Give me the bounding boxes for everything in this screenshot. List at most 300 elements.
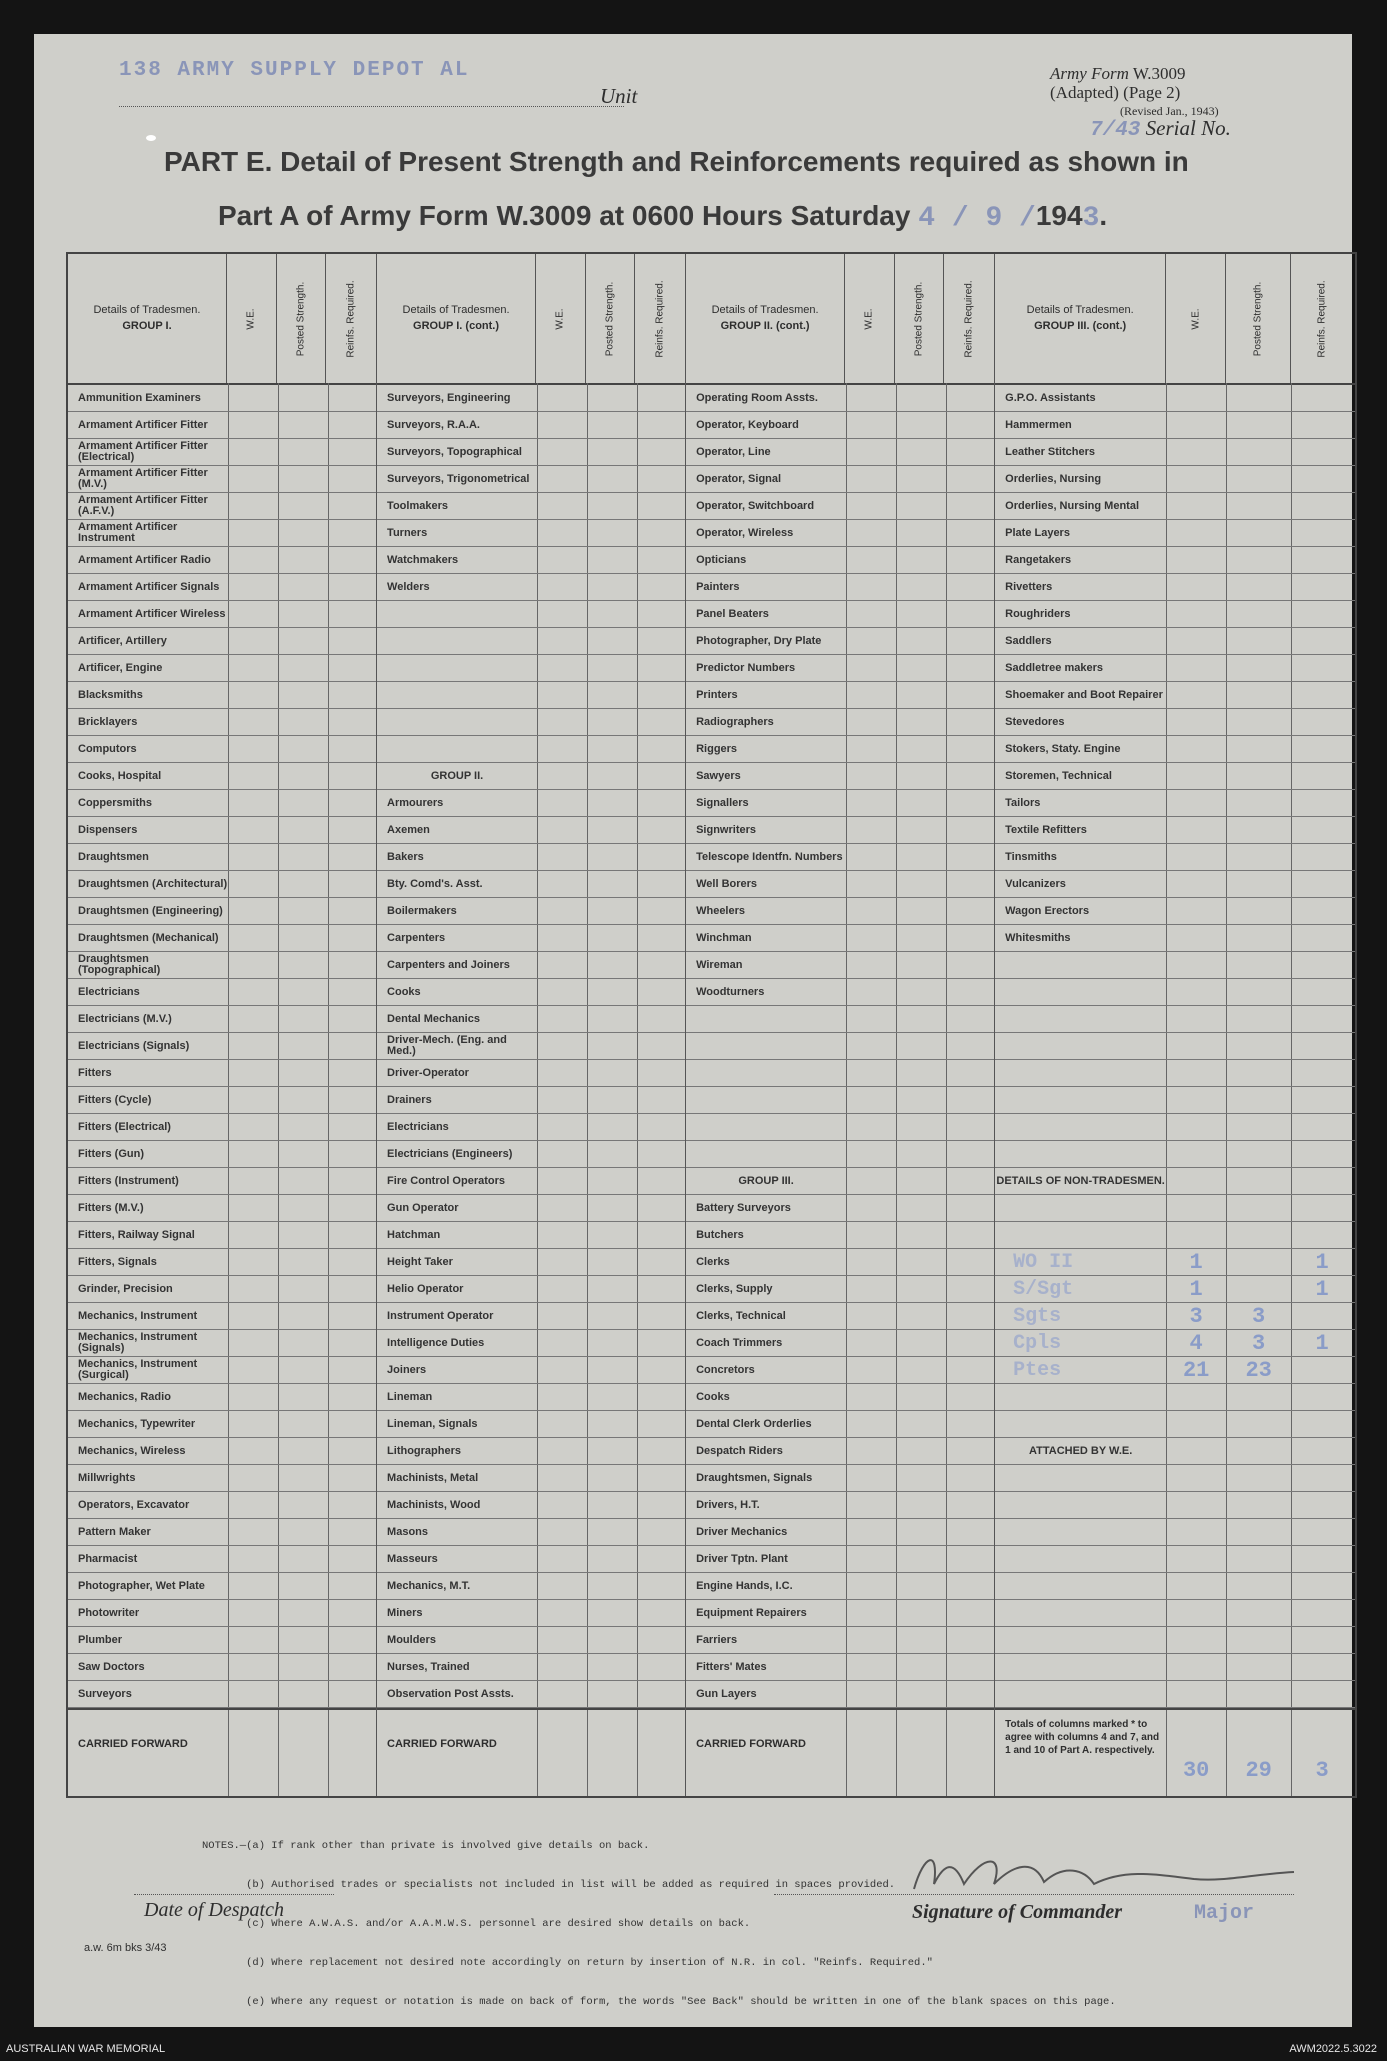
- trade-label: Computors: [78, 742, 137, 755]
- table-row: [68, 952, 376, 979]
- trade-label: Armament Artificer Fitter (M.V.): [78, 467, 208, 490]
- column-header-label: W.E.: [554, 307, 566, 330]
- trade-label: Turners: [387, 526, 428, 539]
- table-row: [995, 1060, 1355, 1087]
- table-row: [995, 1033, 1355, 1060]
- non-tradesman-we: 1: [1189, 1277, 1203, 1302]
- table-row: [377, 1006, 685, 1033]
- table-row: [686, 898, 994, 925]
- trade-label: Whitesmiths: [1005, 931, 1071, 944]
- group-heading-top: Details of Tradesmen.: [1026, 304, 1134, 316]
- group-heading-top: Details of Tradesmen.: [402, 304, 510, 316]
- table-row: [686, 763, 994, 790]
- trade-label: Fire Control Operators: [387, 1174, 506, 1187]
- table-row: [68, 1546, 376, 1573]
- table-row: [995, 763, 1355, 790]
- table-row: [68, 1114, 376, 1141]
- table-row: [995, 1114, 1355, 1141]
- table-row: [68, 898, 376, 925]
- carried-forward-row: [995, 1708, 1355, 1790]
- carried-forward-label: CARRIED FORWARD: [696, 1738, 806, 1750]
- trade-label: Operator, Keyboard: [696, 418, 799, 431]
- trade-label: Dental Mechanics: [387, 1012, 480, 1025]
- despatch-dotted-line: [134, 1894, 334, 1895]
- trade-label: [686, 1060, 846, 1086]
- trade-label: [995, 952, 1166, 978]
- trade-label: Tailors: [1005, 796, 1041, 809]
- trade-label: Tinsmiths: [1005, 850, 1057, 863]
- trade-label: Grinder, Precision: [78, 1282, 173, 1295]
- table-row: [68, 1033, 376, 1060]
- table-row: [995, 925, 1355, 952]
- trade-label: Toolmakers: [387, 499, 448, 512]
- table-row: [377, 817, 685, 844]
- trade-label: [995, 1384, 1166, 1410]
- table-row: [68, 1681, 376, 1708]
- non-tradesman-reinfs: 1: [1315, 1331, 1329, 1356]
- trade-label: [995, 1141, 1166, 1167]
- trade-label: Panel Beaters: [696, 607, 769, 620]
- non-tradesman-we: 3: [1189, 1304, 1203, 1329]
- table-row: [686, 925, 994, 952]
- trade-label: Telescope Identfn. Numbers: [696, 850, 843, 863]
- trade-label: Carpenters and Joiners: [387, 958, 510, 971]
- table-row: [686, 844, 994, 871]
- trade-label: Mechanics, M.T.: [387, 1579, 471, 1592]
- trade-label: Artificer, Engine: [78, 661, 163, 674]
- group-header: [686, 254, 994, 385]
- trade-label: Wagon Erectors: [1005, 904, 1090, 917]
- trade-label: Bakers: [387, 850, 424, 863]
- column-header-reinfs: [635, 254, 685, 383]
- group-heading-top: Details of Tradesmen.: [711, 304, 819, 316]
- trade-label: Armament Artificer Radio: [78, 553, 211, 566]
- trade-label: Photographer, Wet Plate: [78, 1579, 205, 1592]
- table-row: [686, 1168, 994, 1195]
- carried-forward-row: [686, 1708, 994, 1790]
- table-row: [686, 1519, 994, 1546]
- trade-label: Well Borers: [696, 877, 758, 890]
- trade-label: Electricians (Signals): [78, 1039, 190, 1052]
- trade-label: [995, 1114, 1166, 1140]
- trade-label: Dispensers: [78, 823, 138, 836]
- table-row: [377, 1627, 685, 1654]
- table-row: [686, 709, 994, 736]
- table-row: [686, 1627, 994, 1654]
- table-row: [68, 547, 376, 574]
- trade-label: Saddletree makers: [1005, 661, 1103, 674]
- group-heading-name: GROUP III. (cont.): [1034, 320, 1127, 332]
- table-row: [686, 1573, 994, 1600]
- form-title-line2: [218, 200, 1107, 234]
- form-title-line1: PART E. Detail of Present Strength and Reinforcements required as shown in: [164, 146, 1189, 177]
- table-row: [377, 1141, 685, 1168]
- trade-label: Rivetters: [1005, 580, 1053, 593]
- table-row: [377, 736, 685, 763]
- table-row: [68, 1492, 376, 1519]
- table-row: [377, 547, 685, 574]
- non-tradesman-we: 21: [1182, 1358, 1210, 1383]
- table-row: [686, 1438, 994, 1465]
- trade-label: [995, 979, 1166, 1005]
- table-row: [377, 520, 685, 547]
- trade-label: Surveyors, Engineering: [387, 391, 511, 404]
- table-row: [686, 1600, 994, 1627]
- non-tradesman-rank: Cpls: [1013, 1332, 1062, 1355]
- table-row: [377, 1357, 685, 1384]
- table-row: [377, 790, 685, 817]
- trade-label: Mechanics, Instrument (Signals): [78, 1331, 198, 1354]
- table-row: [686, 412, 994, 439]
- trade-label: Fitters (Electrical): [78, 1120, 171, 1133]
- trade-label: Woodturners: [696, 985, 765, 998]
- trade-label: Armament Artificer Signals: [78, 580, 220, 593]
- table-row: [686, 385, 994, 412]
- trade-label: Coppersmiths: [78, 796, 152, 809]
- table-row: [68, 1276, 376, 1303]
- form-page: [34, 34, 1352, 2027]
- non-tradesman-reinfs: [1291, 1358, 1353, 1383]
- table-row: [686, 520, 994, 547]
- column-header-label: Reinfs. Required.: [654, 279, 666, 358]
- trade-label: Saw Doctors: [78, 1660, 145, 1673]
- table-row: [68, 1168, 376, 1195]
- column-header-label: W.E.: [245, 307, 257, 330]
- table-row: [995, 1006, 1355, 1033]
- table-row: [995, 439, 1355, 466]
- column-header-posted: [586, 254, 636, 383]
- trade-label: Despatch Riders: [696, 1444, 783, 1457]
- table-row: [995, 1492, 1355, 1519]
- form-number: W.3009: [1132, 64, 1186, 83]
- table-row: [995, 1303, 1355, 1330]
- table-row: [686, 817, 994, 844]
- trade-label: Helio Operator: [387, 1282, 464, 1295]
- table-row: [68, 385, 376, 412]
- table-row: [68, 1249, 376, 1276]
- table-row: [995, 1087, 1355, 1114]
- trade-label: ATTACHED BY W.E.: [1029, 1444, 1133, 1457]
- trade-label: [377, 682, 537, 708]
- trade-label: Fitters (Gun): [78, 1147, 144, 1160]
- table-row: [686, 871, 994, 898]
- trade-label: Draughtsmen (Mechanical): [78, 931, 219, 944]
- table-row: [995, 574, 1355, 601]
- trade-label: Fitters (M.V.): [78, 1201, 144, 1214]
- table-row: [686, 1303, 994, 1330]
- trade-label: Printers: [696, 688, 738, 701]
- form-adapted: (Adapted) (Page 2): [1050, 83, 1181, 102]
- column-header-we: [227, 254, 277, 383]
- trade-label: Instrument Operator: [387, 1309, 494, 1322]
- carried-forward-label: CARRIED FORWARD: [78, 1738, 188, 1750]
- table-row: [377, 952, 685, 979]
- trade-group-column: [377, 254, 686, 1796]
- archive-credit: AUSTRALIAN WAR MEMORIAL: [6, 2043, 166, 2055]
- table-row: [68, 1357, 376, 1384]
- form-reference: [1050, 64, 1219, 121]
- unit-label: Unit: [600, 84, 638, 108]
- trade-label: [686, 1141, 846, 1167]
- table-row: [377, 1438, 685, 1465]
- column-header-label: Reinfs. Required.: [963, 279, 975, 358]
- trade-label: [995, 1195, 1166, 1221]
- table-row: [68, 1222, 376, 1249]
- table-row: [686, 1087, 994, 1114]
- table-row: [68, 1438, 376, 1465]
- table-row: [995, 1384, 1355, 1411]
- column-header-posted: [1226, 254, 1291, 383]
- table-row: [377, 1681, 685, 1708]
- table-row: [377, 412, 685, 439]
- trade-label: GROUP II.: [430, 769, 484, 782]
- column-header-label: W.E.: [863, 307, 875, 330]
- trade-label: Lineman, Signals: [387, 1417, 478, 1430]
- table-row: [995, 655, 1355, 682]
- table-row: [377, 1330, 685, 1357]
- table-row: [995, 1654, 1355, 1681]
- trade-label: Armourers: [387, 796, 444, 809]
- trade-label: Cooks: [387, 985, 421, 998]
- trade-label: Armament Artificer Wireless: [78, 607, 226, 620]
- trade-label: [995, 1060, 1166, 1086]
- trade-group-column: [68, 254, 377, 1796]
- table-row: [995, 1222, 1355, 1249]
- table-row: [68, 1519, 376, 1546]
- trade-label: [995, 1654, 1166, 1680]
- table-row: [686, 1330, 994, 1357]
- table-row: [995, 1168, 1355, 1195]
- trade-label: Electricians: [78, 985, 140, 998]
- trade-label: Ammunition Examiners: [78, 391, 201, 404]
- table-row: [686, 1492, 994, 1519]
- table-row: [377, 1492, 685, 1519]
- note-b: (b) Authorised trades or specialists not included in list will be added as required in spaces provided.: [202, 1879, 896, 1891]
- table-row: [68, 790, 376, 817]
- table-row: [68, 925, 376, 952]
- trade-label: [686, 1114, 846, 1140]
- note-a: NOTES.—(a) If rank other than private is involved give details on back.: [202, 1840, 650, 1852]
- table-row: [686, 790, 994, 817]
- table-row: [68, 1627, 376, 1654]
- table-row: [995, 547, 1355, 574]
- table-row: [377, 1573, 685, 1600]
- trade-label: Armament Artificer Fitter (A.F.V.): [78, 494, 208, 517]
- column-header-label: Reinfs. Required.: [345, 279, 357, 358]
- carried-forward-label: Totals of columns marked * to agree with columns 4 and 7, and 1 and 10 of Part A. respectively.: [1005, 1719, 1160, 1756]
- trade-label: Shoemaker and Boot Repairer: [1005, 688, 1163, 701]
- trade-label: Driver-Mech. (Eng. and Med.): [387, 1034, 507, 1057]
- table-row: [686, 601, 994, 628]
- trade-label: Radiographers: [696, 715, 774, 728]
- trade-label: Masseurs: [387, 1552, 438, 1565]
- table-row: [377, 1411, 685, 1438]
- table-row: [377, 1276, 685, 1303]
- group-header: [377, 254, 685, 385]
- table-row: [995, 1276, 1355, 1303]
- total-we: 30: [1182, 1758, 1210, 1783]
- date-of-despatch-label: Date of Despatch: [144, 1899, 284, 1921]
- trade-label: Electricians (Engineers): [387, 1147, 513, 1160]
- table-row: [995, 1627, 1355, 1654]
- table-row: [68, 817, 376, 844]
- punch-hole: [146, 135, 156, 141]
- trade-label: Surveyors, Topographical: [387, 445, 522, 458]
- table-row: [686, 628, 994, 655]
- table-row: [68, 709, 376, 736]
- trade-label: Gun Layers: [696, 1687, 757, 1700]
- trade-label: Wheelers: [696, 904, 746, 917]
- trade-label: [995, 1006, 1166, 1032]
- group-header: [68, 254, 376, 385]
- non-tradesman-posted: 23: [1245, 1358, 1272, 1383]
- trade-label: [995, 1411, 1166, 1437]
- table-row: [377, 1060, 685, 1087]
- table-row: [995, 1546, 1355, 1573]
- table-row: [995, 493, 1355, 520]
- trade-label: Operator, Wireless: [696, 526, 794, 539]
- table-row: [68, 763, 376, 790]
- non-tradesman-we: 1: [1189, 1250, 1203, 1275]
- form-revised: (Revised Jan., 1943): [1120, 104, 1219, 118]
- non-tradesman-reinfs: [1291, 1304, 1353, 1329]
- trade-label: Signwriters: [696, 823, 756, 836]
- trade-label: Boilermakers: [387, 904, 457, 917]
- table-row: [68, 682, 376, 709]
- non-tradesman-rank: S/Sgt: [1013, 1278, 1074, 1301]
- trade-label: Machinists, Metal: [387, 1471, 479, 1484]
- table-row: [68, 1330, 376, 1357]
- trade-group-column: [686, 254, 995, 1796]
- table-row: [377, 1519, 685, 1546]
- table-row: [995, 844, 1355, 871]
- trade-label: Surveyors, Trigonometrical: [387, 472, 530, 485]
- trade-label: Blacksmiths: [78, 688, 143, 701]
- table-row: [686, 952, 994, 979]
- table-row: [686, 1654, 994, 1681]
- table-row: [377, 574, 685, 601]
- table-row: [377, 925, 685, 952]
- non-tradesman-posted: [1226, 1250, 1291, 1275]
- trade-label: Clerks, Supply: [696, 1282, 773, 1295]
- trade-label: Mechanics, Typewriter: [78, 1417, 196, 1430]
- group-heading: [377, 254, 536, 383]
- trade-label: Intelligence Duties: [387, 1336, 485, 1349]
- trade-label: Lithographers: [387, 1444, 461, 1457]
- trade-label: Mechanics, Radio: [78, 1390, 171, 1403]
- column-header-label: Posted Strength.: [1252, 281, 1264, 356]
- title-period: .: [1099, 200, 1108, 231]
- trade-label: [995, 1573, 1166, 1599]
- table-row: [995, 898, 1355, 925]
- trade-label: [995, 1681, 1166, 1707]
- trade-label: Masons: [387, 1525, 429, 1538]
- trade-label: Photowriter: [78, 1606, 140, 1619]
- trade-label: Rangetakers: [1005, 553, 1072, 566]
- table-row: [377, 1195, 685, 1222]
- trade-label: Fitters' Mates: [696, 1660, 767, 1673]
- trade-label: Driver Mechanics: [696, 1525, 788, 1538]
- trade-label: Driver Tptn. Plant: [696, 1552, 788, 1565]
- trades-table: [66, 252, 1357, 1798]
- table-row: [377, 1600, 685, 1627]
- table-row: [377, 1465, 685, 1492]
- table-row: [377, 1114, 685, 1141]
- table-row: [377, 1249, 685, 1276]
- table-row: [68, 1573, 376, 1600]
- trade-label: Painters: [696, 580, 740, 593]
- trade-label: Surveyors: [78, 1687, 132, 1700]
- trade-label: [377, 655, 537, 681]
- table-row: [68, 601, 376, 628]
- table-row: [68, 439, 376, 466]
- non-tradesman-rank: Ptes: [1013, 1359, 1062, 1382]
- trade-label: Drivers, H.T.: [696, 1498, 760, 1511]
- table-row: [995, 1573, 1355, 1600]
- non-tradesman-posted: 3: [1252, 1331, 1266, 1356]
- table-row: [995, 682, 1355, 709]
- total-reinfs: 3: [1315, 1758, 1329, 1783]
- trade-label: Stokers, Staty. Engine: [1005, 742, 1121, 755]
- unit-typed-value: 138 ARMY SUPPLY DEPOT AL: [119, 59, 470, 82]
- trade-label: Leather Stitchers: [1005, 445, 1096, 458]
- trade-label: Millwrights: [78, 1471, 136, 1484]
- table-row: [377, 655, 685, 682]
- table-row: [686, 1060, 994, 1087]
- table-row: [377, 1654, 685, 1681]
- table-row: [686, 1222, 994, 1249]
- trade-label: Operator, Line: [696, 445, 771, 458]
- table-row: [377, 682, 685, 709]
- trade-label: [686, 1033, 846, 1059]
- table-row: [377, 1384, 685, 1411]
- table-row: [68, 655, 376, 682]
- table-row: [686, 736, 994, 763]
- table-row: [68, 1087, 376, 1114]
- commander-signature: [894, 1844, 1314, 1904]
- table-row: [995, 871, 1355, 898]
- table-row: [995, 1681, 1355, 1708]
- table-row: [995, 1600, 1355, 1627]
- table-row: [377, 871, 685, 898]
- table-row: [68, 871, 376, 898]
- trade-label: Artificer, Artillery: [78, 634, 167, 647]
- trade-label: [686, 1006, 846, 1032]
- table-row: [686, 1357, 994, 1384]
- group-heading-name: GROUP I. (cont.): [413, 320, 500, 332]
- trade-label: Engine Hands, I.C.: [696, 1579, 793, 1592]
- table-row: [995, 1519, 1355, 1546]
- trade-label: Electricians: [387, 1120, 449, 1133]
- trade-label: Carpenters: [387, 931, 446, 944]
- table-row: [686, 1141, 994, 1168]
- table-row: [68, 1195, 376, 1222]
- table-row: [686, 466, 994, 493]
- trade-label: Concretors: [696, 1363, 755, 1376]
- table-row: [995, 412, 1355, 439]
- table-row: [68, 1384, 376, 1411]
- trade-label: Coach Trimmers: [696, 1336, 783, 1349]
- table-row: [377, 628, 685, 655]
- table-row: [68, 1600, 376, 1627]
- trade-label: Armament Artificer Fitter: [78, 418, 208, 431]
- trade-label: Draughtsmen, Signals: [696, 1471, 813, 1484]
- column-header-label: W.E.: [1190, 307, 1202, 330]
- trade-label: Fitters, Railway Signal: [78, 1228, 195, 1241]
- trade-label: [995, 1600, 1166, 1626]
- table-row: [68, 1006, 376, 1033]
- table-row: [686, 1411, 994, 1438]
